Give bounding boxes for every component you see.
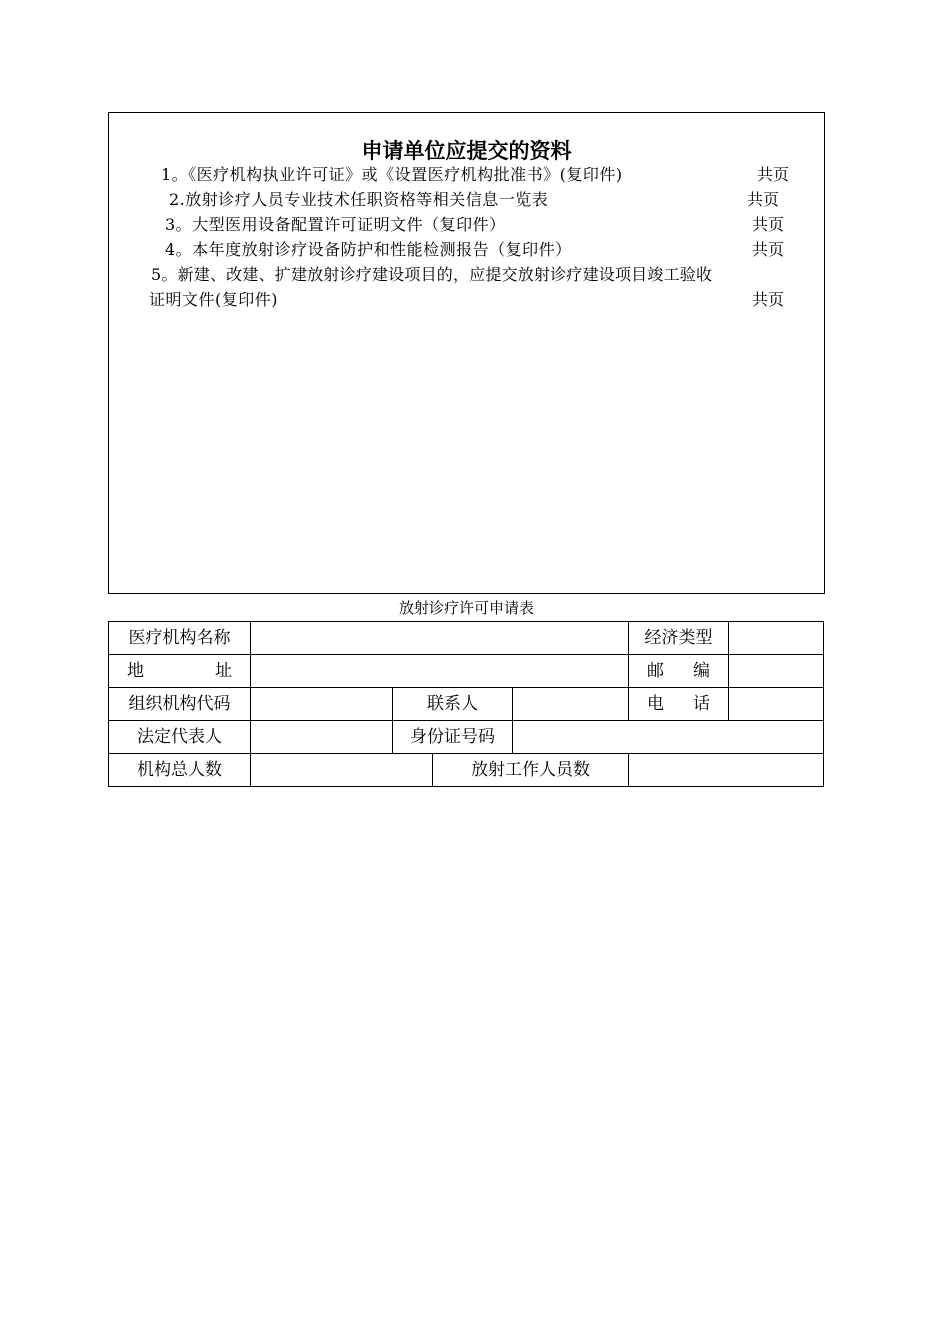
label-address-char-2: 址 (215, 661, 232, 681)
field-phone[interactable] (729, 688, 824, 721)
field-address[interactable] (251, 655, 629, 688)
label-id-number: 身份证号码 (393, 721, 513, 754)
field-institution-name[interactable] (251, 622, 629, 655)
label-contact: 联系人 (393, 688, 513, 721)
material-item-1-pages: 共页 (757, 165, 790, 184)
material-item-4: 4。本年度放射诊疗设备防护和性能检测报告（复印件） (165, 240, 572, 259)
form-row-institution (109, 622, 824, 655)
form-caption: 放射诊疗许可申请表 (398, 599, 534, 617)
label-address (109, 655, 251, 688)
material-item-2-pages: 共页 (747, 190, 780, 209)
material-item-4-pages: 共页 (752, 240, 785, 259)
label-phone (629, 688, 729, 721)
label-economic-type: 经济类型 (629, 622, 729, 655)
label-postcode-char-1: 邮 (647, 661, 664, 681)
label-address-char-1: 地 (127, 661, 144, 681)
label-legal-rep: 法定代表人 (109, 721, 251, 754)
field-legal-rep[interactable] (251, 721, 393, 754)
material-item-5: 5。新建、改建、扩建放射诊疗建设项目的，应提交放射诊疗建设项目竣工验收 (151, 265, 713, 284)
material-item-2: 2.放射诊疗人员专业技术任职资格等相关信息一览表 (169, 190, 549, 209)
required-materials-box (108, 112, 825, 594)
materials-title: 申请单位应提交的资料 (361, 139, 572, 163)
form-row-org (109, 688, 824, 721)
field-economic-type[interactable] (729, 622, 824, 655)
material-item-3: 3。大型医用设备配置许可证明文件（复印件） (165, 215, 506, 234)
field-radiation-staff[interactable] (629, 754, 824, 787)
material-item-3-pages: 共页 (752, 215, 785, 234)
material-item-5-pages: 共页 (752, 290, 785, 309)
form-row-legal (109, 721, 824, 754)
field-contact[interactable] (513, 688, 629, 721)
material-item-1: 1。《医疗机构执业许可证》或《设置医疗机构批准书》(复印件) (161, 165, 623, 184)
field-org-code[interactable] (251, 688, 393, 721)
label-postcode-char-2: 编 (693, 661, 710, 681)
label-institution-name: 医疗机构名称 (109, 622, 251, 655)
form-row-staff (109, 754, 824, 787)
label-phone-char-1: 电 (647, 694, 664, 714)
application-form-table (108, 621, 824, 787)
field-postcode[interactable] (729, 655, 824, 688)
field-id-number[interactable] (513, 721, 824, 754)
label-radiation-staff: 放射工作人员数 (433, 754, 629, 787)
label-phone-char-2: 话 (693, 694, 710, 714)
material-item-5-continuation: 证明文件(复印件) (149, 290, 278, 309)
label-org-code: 组织机构代码 (109, 688, 251, 721)
label-total-staff: 机构总人数 (109, 754, 251, 787)
form-row-address (109, 655, 824, 688)
field-total-staff[interactable] (251, 754, 433, 787)
label-postcode (629, 655, 729, 688)
